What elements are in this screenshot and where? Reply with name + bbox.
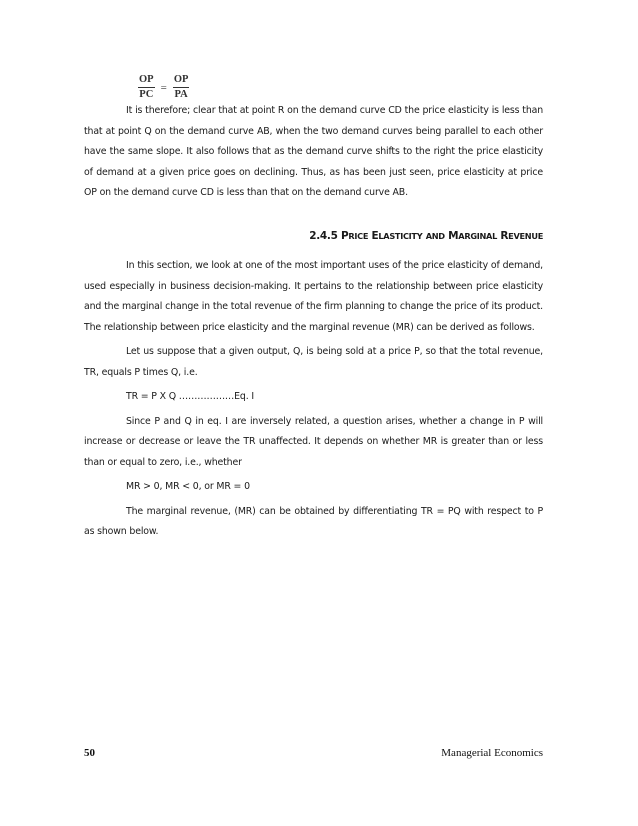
fraction-denominator: PA	[174, 89, 188, 100]
fraction-denominator: PC	[139, 89, 154, 100]
fraction-numerator: OP	[138, 74, 155, 88]
paragraph-section-intro: In this section, we look at one of the most important uses of the price elasticity of demand, used especially in business decision-making. It pertains to the relationship between price elasticity and the marginal change in the total revenue of the firm planning to change the price of its product. The relationship between price elasticity and the marginal revenue (MR) can be derived as follows.	[84, 260, 543, 333]
body-text-section	[84, 256, 543, 543]
page-footer	[84, 747, 543, 759]
heading-word-elasticity: ELASTICITY	[371, 230, 423, 242]
paragraph-total-revenue: Let us suppose that a given output, Q, is being sold at a price P, so that the total revenue, TR, equals P times Q, i.e.	[84, 346, 543, 378]
heading-word-marginal: MARGINAL	[448, 230, 498, 242]
heading-word-revenue: REVENUE	[500, 230, 543, 242]
page-number: 50	[84, 747, 95, 759]
equals-sign: =	[160, 81, 167, 94]
fraction-op-pa	[173, 74, 190, 101]
paragraph-inverse-relation: Since P and Q in eq. I are inversely related, a question arises, whether a change in P will increase or decrease or leave the TR unaffected. It depends on whether MR is greater than or less than or equal to zero, i.e., whether	[84, 415, 543, 468]
fraction-op-pc	[138, 74, 155, 101]
equation-total-revenue: TR = P X Q ………………Eq. I	[126, 391, 255, 402]
body-text-top	[84, 101, 543, 204]
fraction-numerator: OP	[173, 74, 190, 88]
elasticity-ratio-formula	[138, 74, 189, 101]
section-heading-block	[84, 226, 543, 247]
section-heading	[84, 226, 543, 247]
section-number: 2.4.5	[309, 230, 338, 242]
equation-mr-conditions: MR > 0, MR < 0, or MR = 0	[126, 481, 250, 492]
paragraph-marginal-revenue: The marginal revenue, (MR) can be obtained by differentiating TR = PQ with respect to P as shown below.	[84, 505, 543, 537]
book-title: Managerial Economics	[441, 747, 543, 759]
heading-word-and: AND	[425, 231, 445, 241]
paragraph-elasticity-comparison: It is therefore; clear that at point R on the demand curve CD the price elasticity is less than that at point Q on the demand curve AB, when the two demand curves being parallel to each other have the same slope. It also follows that as the demand curve shifts to the right the price elasticity of demand at a given price goes on declining. Thus, as has been just seen, price elasticity at price OP on the demand curve CD is less than that on the demand curve AB.	[84, 105, 543, 198]
heading-word-price: PRICE	[340, 230, 369, 242]
